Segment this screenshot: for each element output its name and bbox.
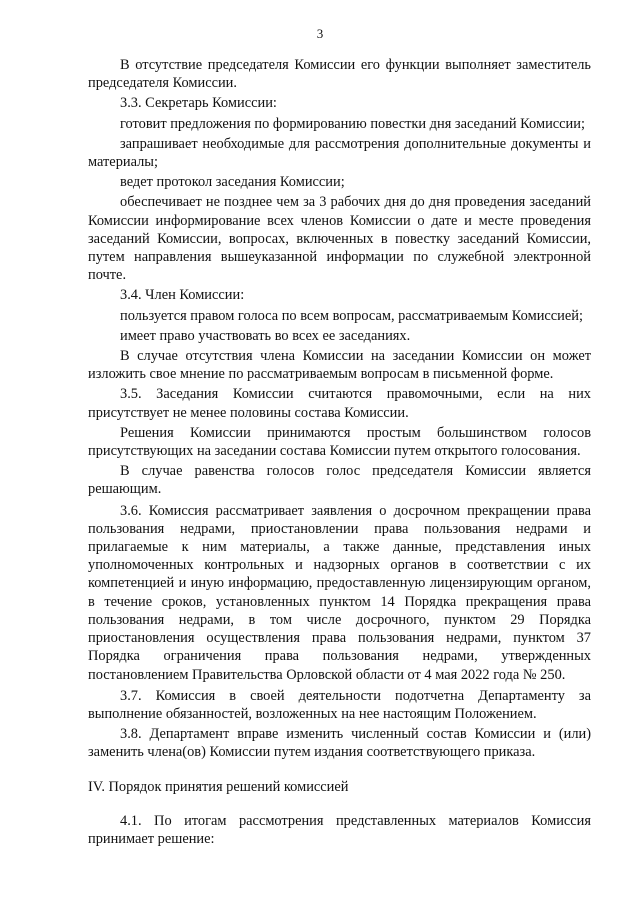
paragraph: имеет право участвовать во всех ее заседаниях. [120, 327, 411, 344]
page-number: 3 [316, 26, 324, 41]
paragraph: запрашивает необходимые для рассмотрения дополнительные документы и материалы; [88, 135, 591, 171]
paragraph: 3.4. Член Комиссии: [120, 287, 245, 304]
paragraph: ведет протокол заседания Комиссии; [120, 174, 345, 191]
paragraph: 3.6. Комиссия рассматривает заявления о досрочном прекращении права пользования недрами, приостановлении права пользования недрами и прилагаемые к ним материалы, а также данные, представления иных уполномоченных контрольных и надзорных органов в соответствии с их компетенцией и иную информацию, предоставленную лицензирующим органом, в течение сроков, установленных пунктом 14 Порядка прекращения права пользования недрами, в том числе досрочного, пунктом 29 Порядка приостановления осуществления права пользования недрами, пунктом 37 Порядка ограничения права пользования недрами, утвержденных постановлением Правительства Орловской области от 4 мая 2022 года № 250. [88, 502, 591, 683]
paragraph: В отсутствие председателя Комиссии его функции выполняет заместитель председателя Комиссии. [88, 57, 591, 92]
paragraph: В случае равенства голосов голос председателя Комиссии является решающим. [88, 463, 591, 498]
paragraph: 3.8. Департамент вправе изменить численный состав Комиссии и (или) заменить члена(ов) Комиссии путем издания соответствующего приказа. [88, 726, 591, 761]
paragraph: 3.3. Секретарь Комиссии: [120, 95, 277, 112]
paragraph: пользуется правом голоса по всем вопросам, рассматриваемым Комиссией; [120, 307, 583, 324]
paragraph: 3.7. Комиссия в своей деятельности подотчетна Департаменту за выполнение обязанностей, возложенных на нее настоящим Положением. [88, 687, 591, 722]
section-heading: IV. Порядок принятия решений комиссией [88, 778, 349, 795]
paragraph: 4.1. По итогам рассмотрения представленных материалов Комиссия принимает решение: [88, 812, 591, 847]
paragraph: готовит предложения по формированию повестки дня заседаний Комиссии; [120, 115, 585, 132]
paragraph: 3.5. Заседания Комиссии считаются правомочными, если на них присутствует не менее половины состава Комиссии. [88, 386, 591, 421]
paragraph: обеспечивает не позднее чем за 3 рабочих дня до дня проведения заседаний Комиссии информирование всех членов Комиссии о дате и месте проведения заседаний Комиссии, вопросах, включенных в повестку заседаний Комиссии, путем направления вышеуказанной информации по служебной электронной почте. [88, 194, 591, 284]
paragraph: В случае отсутствия члена Комиссии на заседании Комиссии он может изложить свое мнение по рассматриваемым вопросам в письменной форме. [88, 348, 591, 383]
paragraph: Решения Комиссии принимаются простым большинством голосов присутствующих на заседании состава Комиссии путем открытого голосования. [88, 424, 591, 460]
document-body [88, 56, 591, 848]
